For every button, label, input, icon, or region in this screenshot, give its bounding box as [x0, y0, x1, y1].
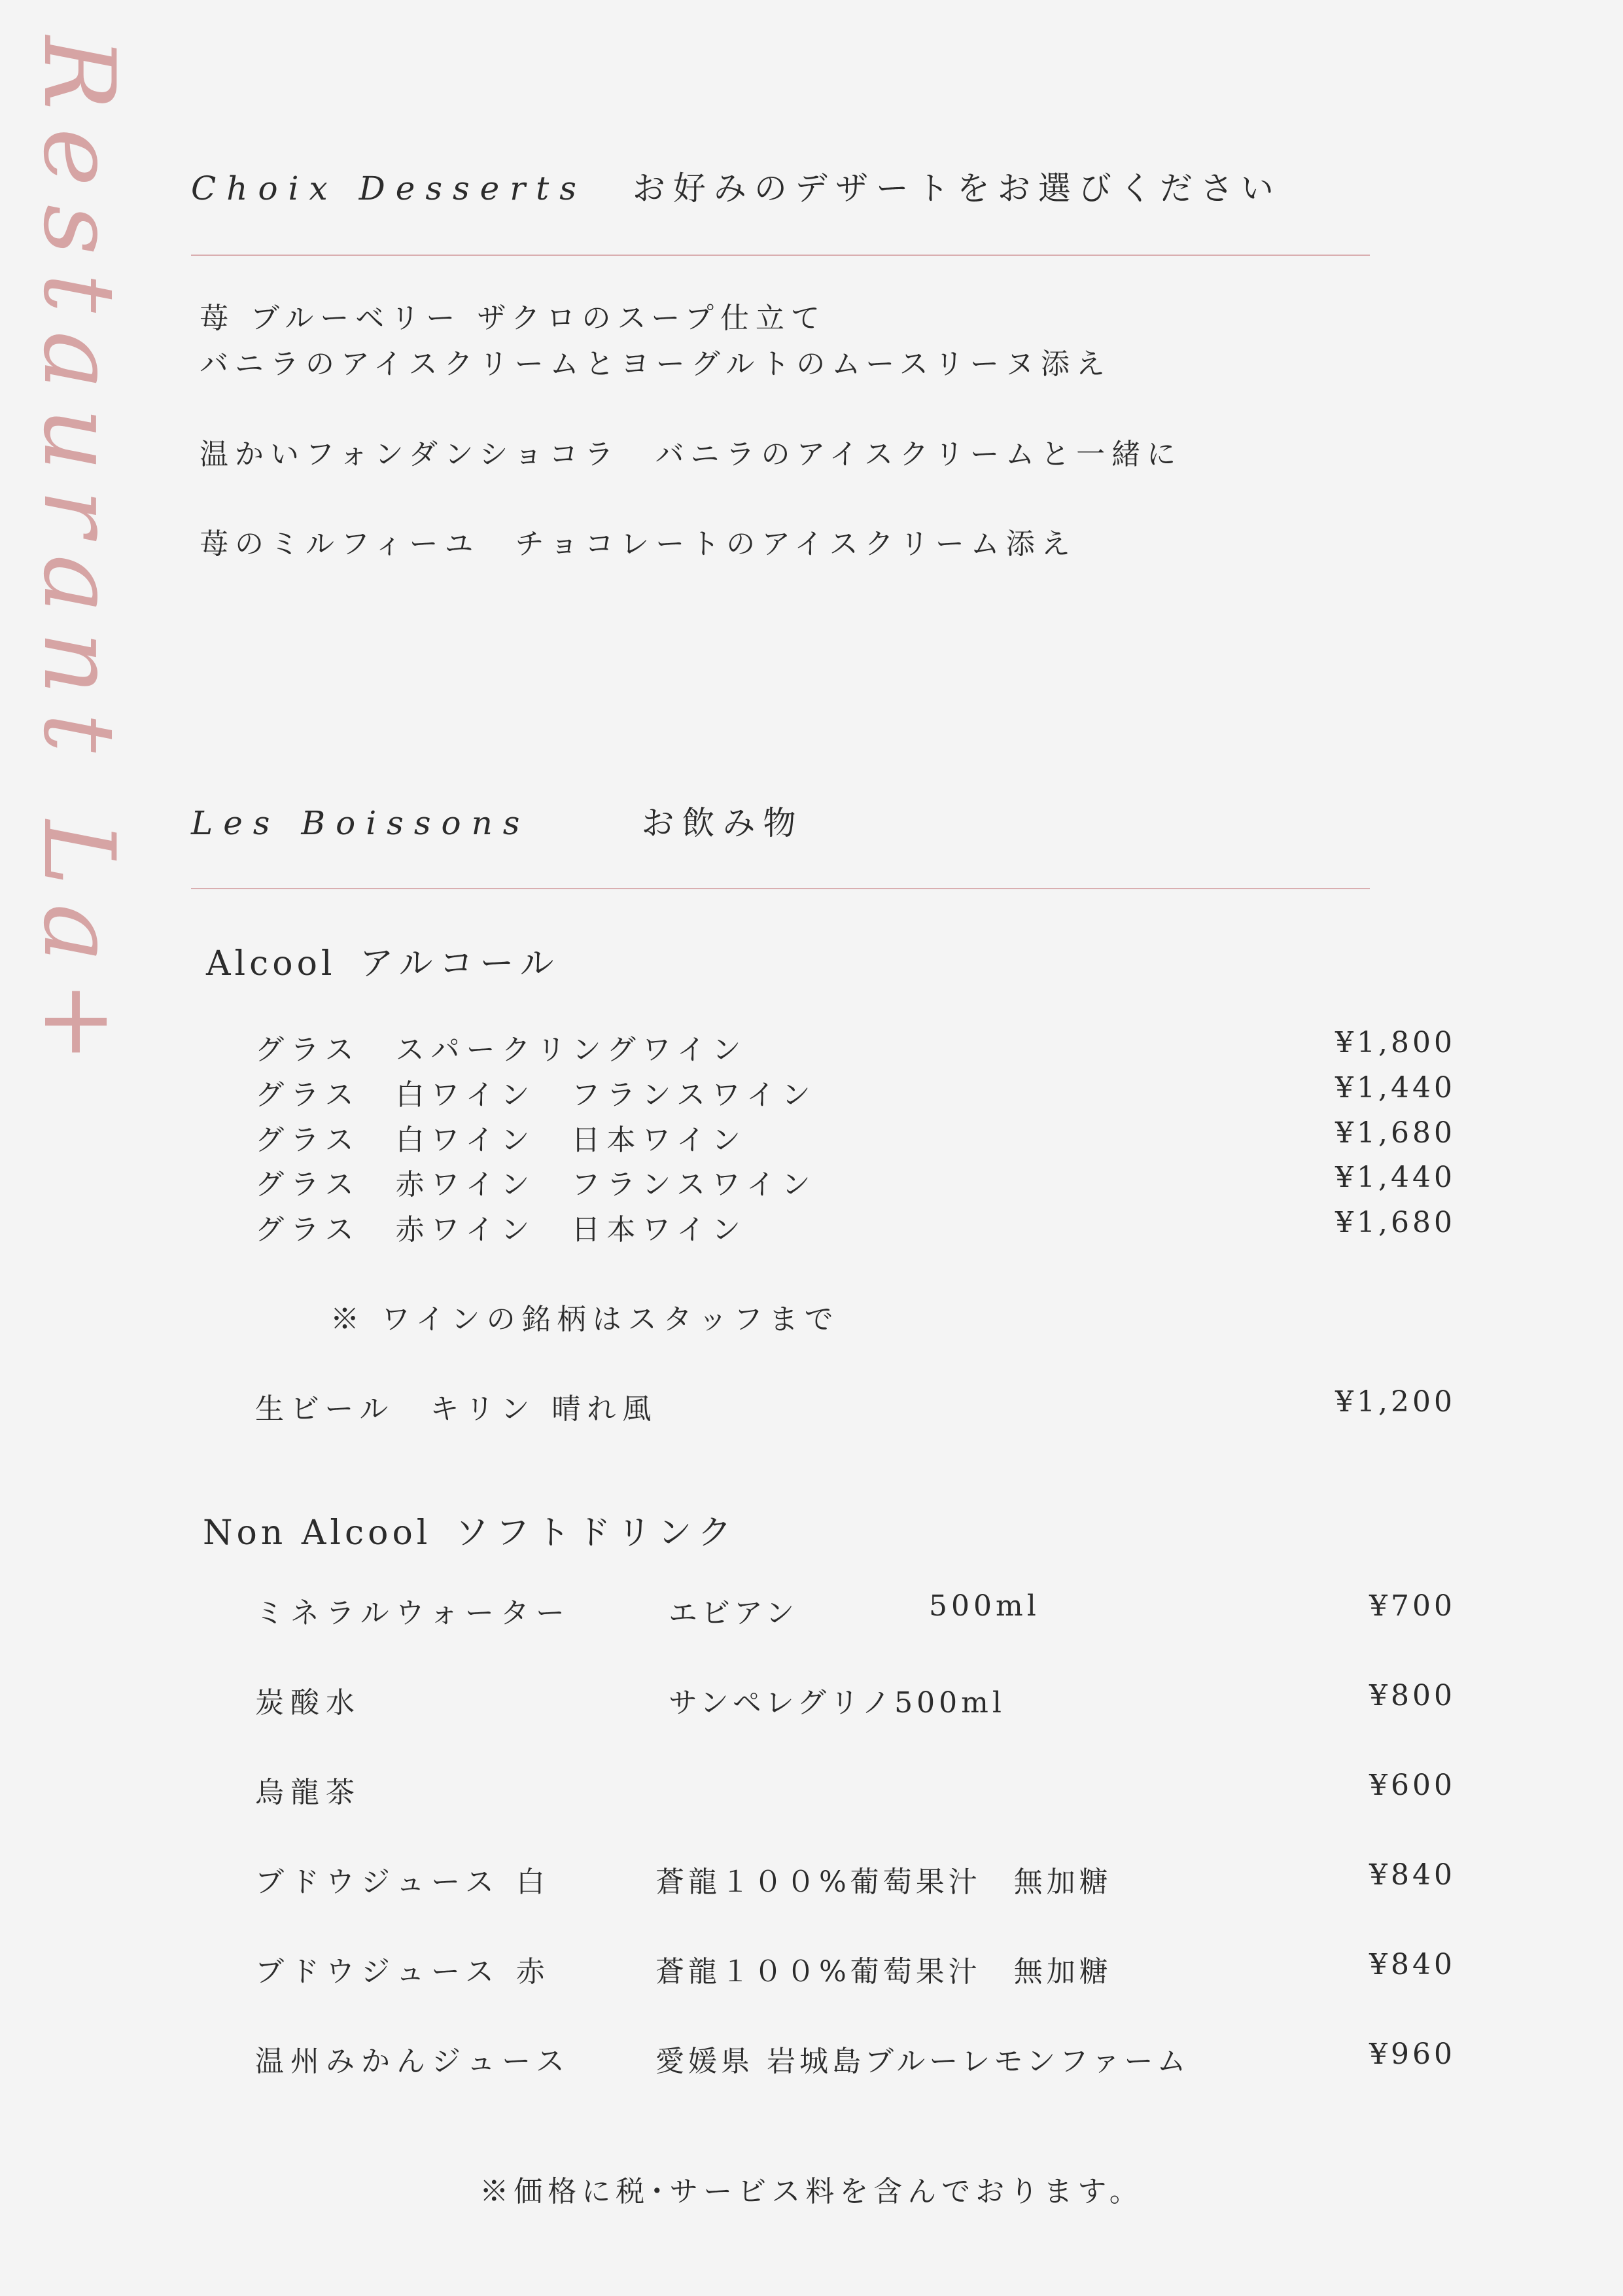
soft-drinks-label: Non Alcool [203, 1513, 432, 1553]
soft-drink-price: ¥960 [1369, 2038, 1456, 2071]
wine-name: グラス 白ワイン 日本ワイン [255, 1123, 748, 1157]
restaurant-name: Restaurant La+ [22, 36, 135, 1082]
wine-price: ¥1,800 [1335, 1026, 1456, 1059]
restaurant-logo [22, 36, 135, 1161]
soft-drink-row [255, 1948, 1456, 1992]
tax-service-note: ※価格に税･サービス料を含んでおります。 [480, 2175, 1143, 2208]
desserts-title-jp: お好みのデザートをお選びください [632, 169, 1282, 207]
soft-drink-name: ブドウジュース 白 [255, 1865, 551, 1899]
wine-name: グラス 白ワイン フランスワイン [255, 1078, 817, 1112]
soft-drink-row [255, 1769, 1456, 1813]
wine-price: ¥1,680 [1335, 1206, 1456, 1239]
wine-name: グラス 赤ワイン 日本ワイン [255, 1213, 748, 1246]
wine-price: ¥1,440 [1335, 1161, 1456, 1194]
dessert-item-3 [200, 521, 1077, 567]
soft-drink-name: ミネラルウォーター [255, 1597, 571, 1630]
beer-price: ¥1,200 [1335, 1385, 1456, 1419]
soft-drink-row [255, 1589, 1456, 1634]
soft-drink-desc: エビアン [669, 1597, 799, 1630]
wine-row [255, 1026, 1456, 1070]
wine-row [255, 1206, 1456, 1250]
soft-drink-volume: 500ml [929, 1589, 1040, 1623]
soft-drinks-label-jp: ソフトドリンク [455, 1513, 739, 1553]
wine-row [255, 1161, 1456, 1205]
wine-price: ¥1,440 [1335, 1071, 1456, 1104]
soft-drink-desc: 蒼龍１００%葡萄果汁 無加糖 [655, 1955, 1112, 1988]
soft-drink-desc: 蒼龍１００%葡萄果汁 無加糖 [655, 1865, 1112, 1899]
soft-drink-name: 炭酸水 [255, 1686, 361, 1720]
wine-name: グラス スパークリングワイン [255, 1033, 748, 1067]
alcohol-label: Alcool [206, 944, 336, 983]
soft-drink-name: 温州みかんジュース [255, 2045, 571, 2078]
drinks-title-jp: お飲み物 [641, 804, 804, 842]
drinks-divider [191, 888, 1370, 889]
wine-name: グラス 赤ワイン フランスワイン [255, 1168, 817, 1201]
wine-brand-note: ※ ワインの銘柄はスタッフまで [330, 1303, 840, 1336]
beer-name: 生ビール キリン 晴れ風 [255, 1392, 658, 1426]
alcohol-subheading [206, 936, 560, 985]
soft-drink-price: ¥700 [1369, 1589, 1456, 1623]
wine-price: ¥1,680 [1335, 1116, 1456, 1150]
dessert-item-3-line-1: 苺のミルフィーユ チョコレートのアイスクリーム添え [200, 527, 1077, 561]
dessert-item-2-line-1: 温かいフォンダンショコラ バニラのアイスクリームと一緒に [200, 438, 1183, 471]
wine-row [255, 1071, 1456, 1116]
dessert-item-1 [200, 296, 1111, 387]
wine-row [255, 1116, 1456, 1161]
desserts-title: Choix Desserts [191, 169, 587, 207]
soft-drink-row [255, 2038, 1456, 2082]
drinks-heading [191, 797, 803, 844]
soft-drink-price: ¥800 [1369, 1679, 1456, 1712]
alcohol-label-jp: アルコール [359, 944, 561, 983]
soft-drink-price: ¥840 [1369, 1948, 1456, 1981]
soft-drink-desc: 愛媛県 岩城島ブルーレモンファーム [655, 2045, 1190, 2078]
desserts-divider [191, 255, 1370, 256]
desserts-heading [191, 162, 1282, 209]
soft-drink-row [255, 1679, 1456, 1723]
dessert-item-2 [200, 432, 1182, 478]
soft-drink-price: ¥840 [1369, 1858, 1456, 1892]
drinks-title: Les Boissons [191, 804, 531, 842]
soft-drink-name: 烏龍茶 [255, 1776, 361, 1809]
dessert-item-1-line-1: 苺 ブルーベリー ザクロのスープ仕立て [200, 302, 827, 335]
beer-row [255, 1385, 1456, 1430]
soft-drink-name: ブドウジュース 赤 [255, 1955, 551, 1988]
soft-drink-price: ¥600 [1369, 1769, 1456, 1802]
dessert-item-1-line-2: バニラのアイスクリームとヨーグルトのムースリーヌ添え [200, 347, 1111, 381]
soft-drinks-subheading [203, 1505, 738, 1554]
soft-drink-row [255, 1858, 1456, 1903]
soft-drink-desc: サンペレグリノ500ml [669, 1686, 1005, 1720]
